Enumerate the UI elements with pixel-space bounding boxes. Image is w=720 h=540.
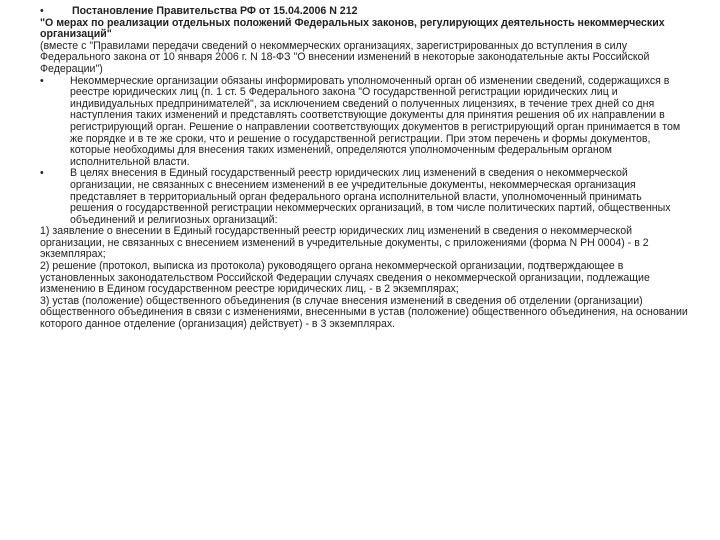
bullet-icon: • <box>40 74 44 87</box>
bullet-icon: • <box>40 167 44 180</box>
document-subtitle: "О мерах по реализации отдельных положений Федеральных законов, регулирующих деятельность некоммерческих организаций" <box>40 16 665 41</box>
list-item: 2) решение (протокол, выписка из протокола) руководящего органа некоммерческой организации, подтверждающее в установленных законодательством Российской Федерации случаях сведения о некоммерческой организации, подлежащие изменению в Едином государственном реестре юридических лиц, - в 2 экземплярах; <box>40 260 650 296</box>
paragraph-text: В целях внесения в Единый государственный реестр юридических лиц изменений в сведения о некоммерческой организации, не связанных с внесением изменений в ее учредительные документы, некоммерческая организация представляет в территориальный орган федерального органа исполнительной власти, уполномоченный принимать решения о государственной регистрации некоммерческих организаций, в том числе политических партий, общественных объединений и религиозных организаций: <box>70 167 671 226</box>
bullet-icon: • <box>40 5 44 17</box>
document-body <box>40 6 688 331</box>
paragraph-text: Некоммерческие организации обязаны информировать уполномоченный орган об изменении сведений, содержащихся в реестре юридических лиц (п. 1 ст. 5 Федерального закона "О государственной регистрации юридических лиц и индивидуальных предпринимателей", за исключением сведений о полученных лицензиях, в течение трех дней со дня наступления таких изменений и представлять соответствующие документы для принятия решения об их направлении в регистрирующий орган. Решение о направлении соответствующих документов в регистрирующий орган принимается в том же порядке и в те же сроки, что и решение о государственной регистрации. При этом перечень и формы документов, которые необходимы для внесения таких изменений, определяются уполномоченным федеральным органом исполнительной власти. <box>70 74 681 168</box>
document-preamble: (вместе с "Правилами передачи сведений о некоммерческих организациях, зарегистрированных до вступления в силу Федерального закона от 10 января 2006 г. N 18-ФЗ "О внесении изменений в некоторые законодательные акты Российской Федерации") <box>40 39 650 75</box>
paragraph-notification-duty <box>40 76 688 169</box>
title-text: Постановление Правительства РФ от 15.04.2006 N 212 <box>72 5 358 17</box>
document-title <box>40 6 688 18</box>
list-item: 3) устав (положение) общественного объединения (в случае внесения изменений в сведения об отделении (организации) общественного объединения в связи с изменениями, внесенными в устав (положение) общественного объединения, на основании которого данное отделение (организация) действует) - в 3 экземплярах. <box>40 294 688 331</box>
paragraph-registry-changes <box>40 168 688 226</box>
list-item: 1) заявление о внесении в Единый государственный реестр юридических лиц изменений в сведения о некоммерческой организации, не связанных с внесением изменений в учредительные документы, с приложениями (форма N РН 0004) - в 2 экземплярах; <box>40 225 649 261</box>
